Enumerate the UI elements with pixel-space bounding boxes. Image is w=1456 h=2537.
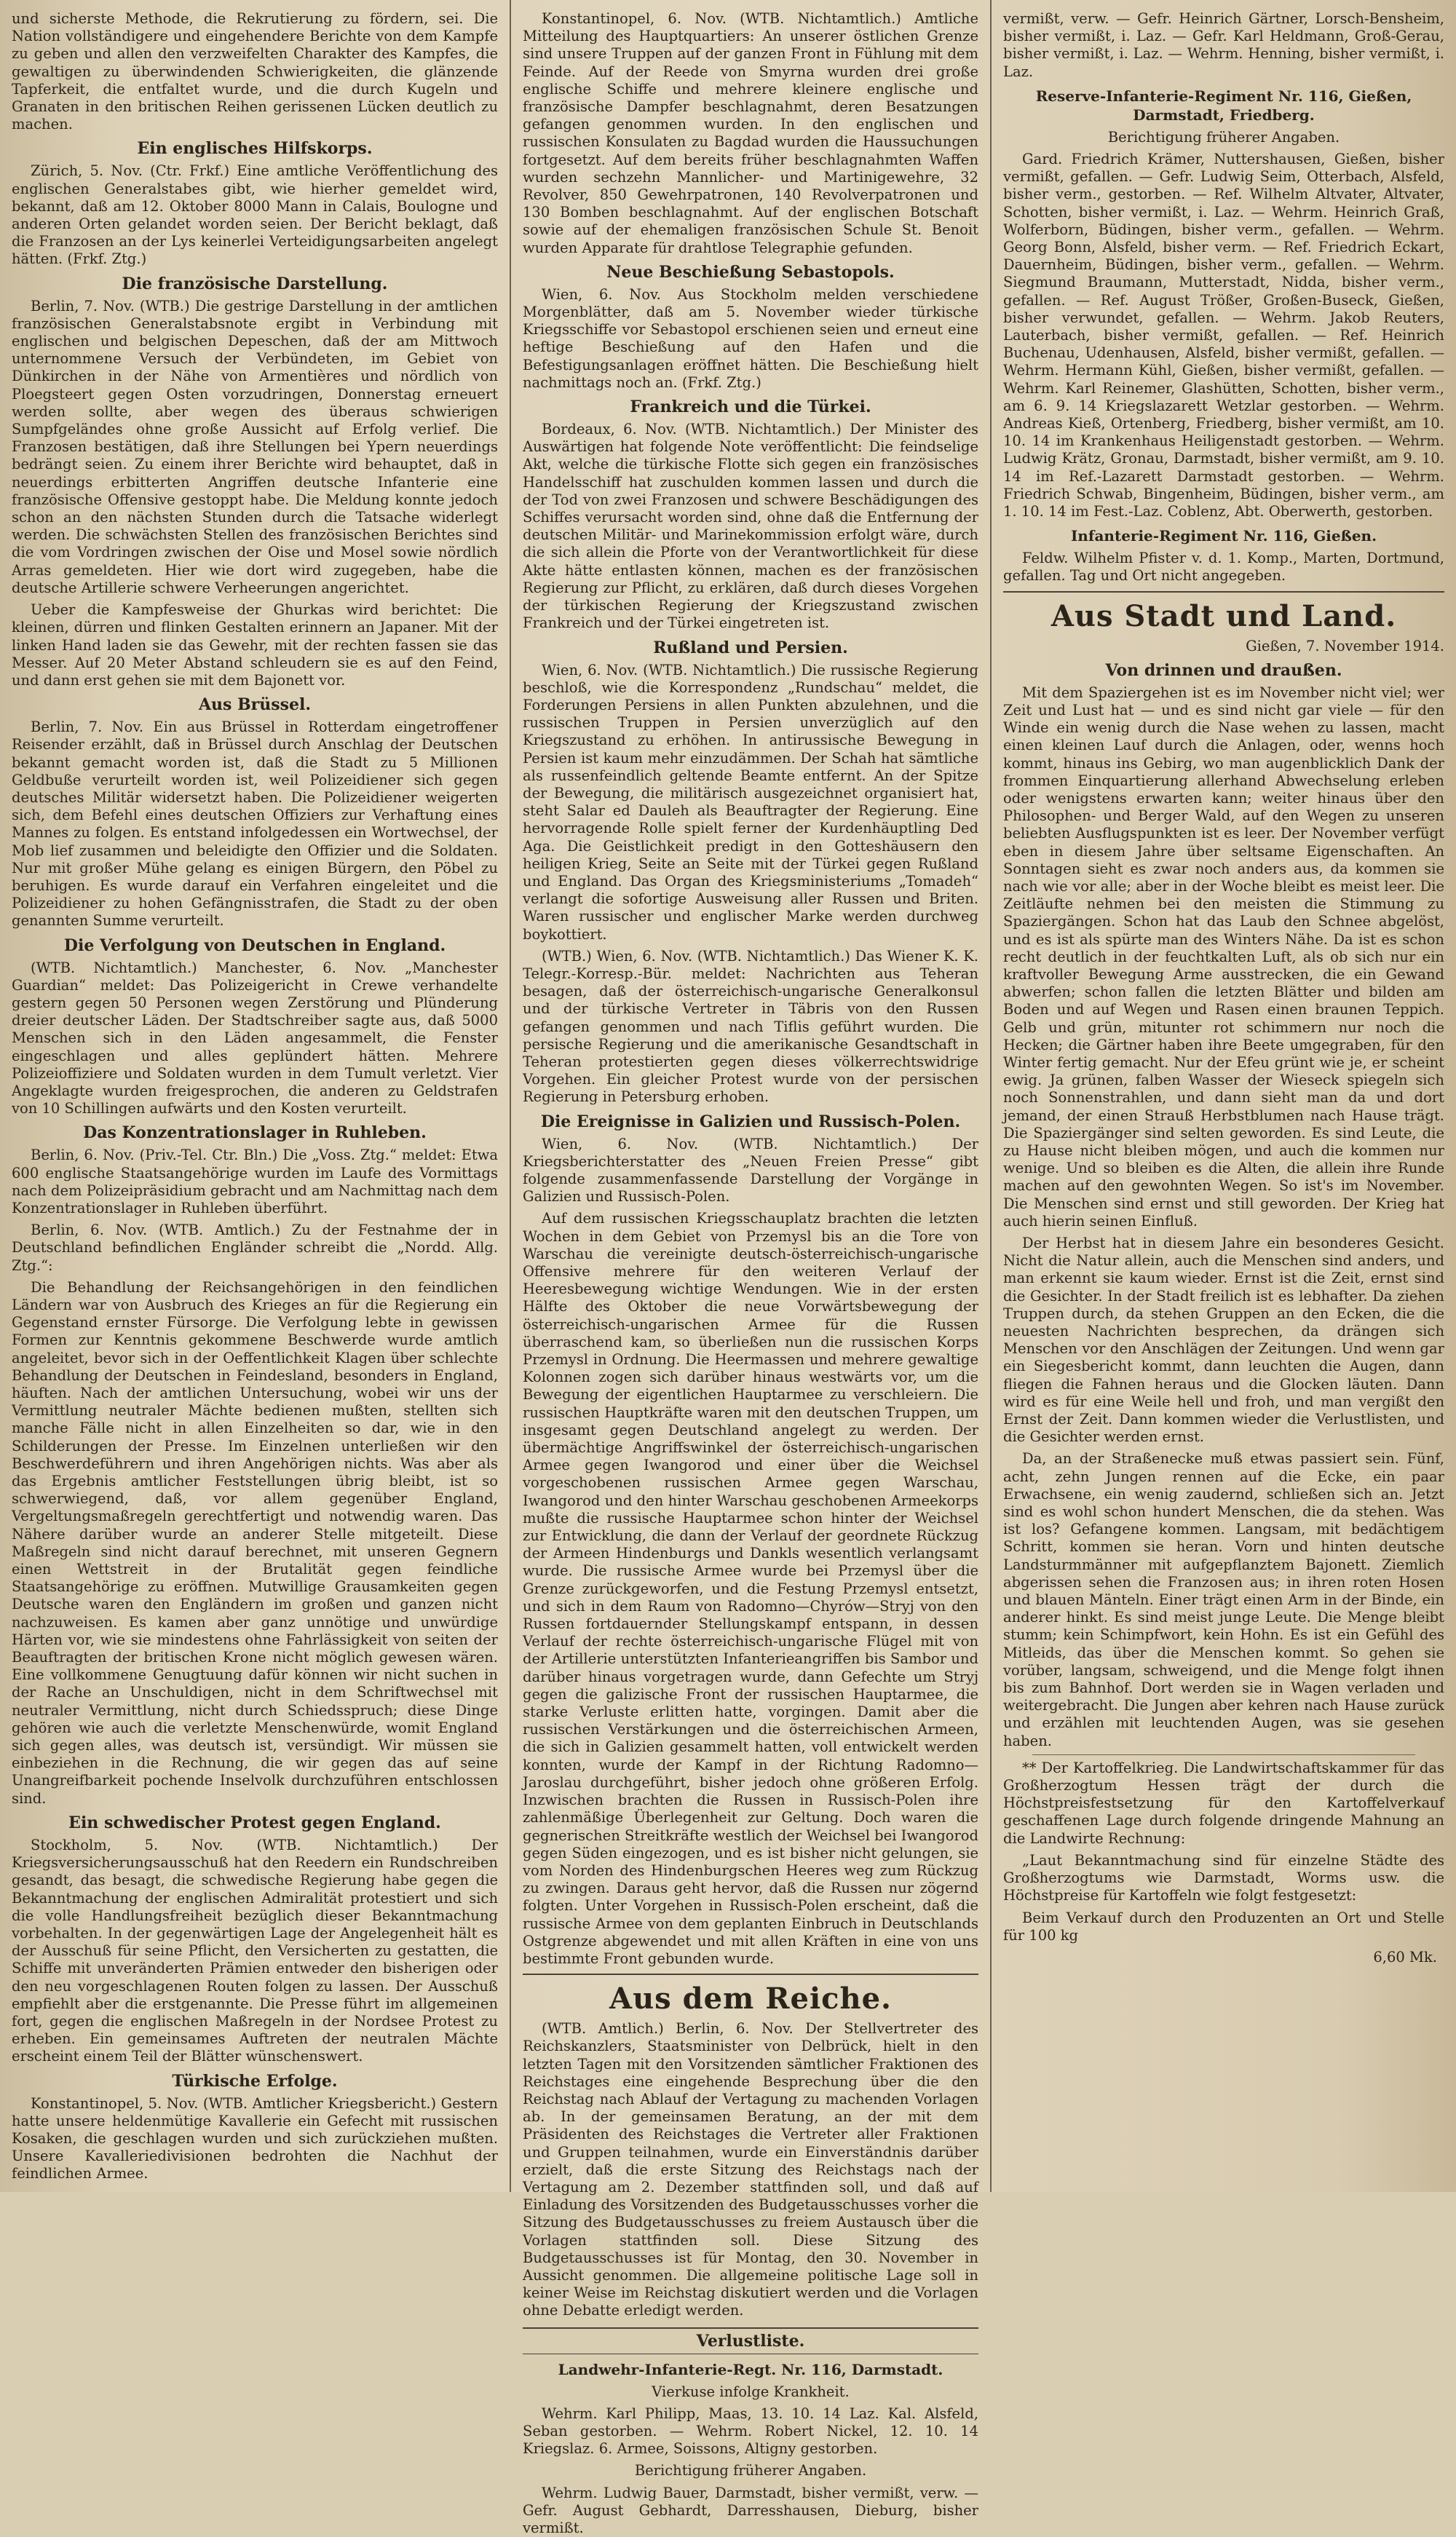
article-paragraph: Stockholm, 5. Nov. (WTB. Nichtamtlich.) Der Kriegsversicherungsausschuß hat den Reedern ein Rundschreiben gesandt, das besagt, die schwedische Regierung habe gegen die Bekanntmachung der englischen Admiralität protestiert und sich die volle Handlungsfreiheit bezüglich dieser Bekanntmachung vorbehalten. In der gegenwärtigen Lage der Angelegenheit hält es der Ausschuß für seine Pflicht, den Versicherten zu gestatten, die Schiffe mit unveränderten Prämien entweder den bisherigen oder den neu vorgeschlagenen Routen folgen zu lassen. Der Ausschuß empfiehlt aber die erstgenannte. Die Presse führt im allgemeinen fort, gegen die englischen Maßregeln in der Nordsee Protest zu erheben. Ein gemeinsames Auftreten der neutralen Mächte erscheint einem Teil der Blätter wünschenswert. <box>12 1836 498 2065</box>
article-paragraph: Berlin, 7. Nov. Ein aus Brüssel in Rotterdam eingetroffener Reisender erzählt, daß in Brüssel durch Anschlag der Deutschen bekannt gemacht worden ist, daß die Stadt zu 5 Millionen Geldbuße verurteilt worden ist, weil Polizeidiener sich gegen deutsches Militär widersetzt haben. Die Polizeidiener weigerten sich, dem Befehl eines deutschen Offiziers zur Verhaftung eines Mannes zu folgen. Es entstand infolgedessen ein Wortwechsel, der Mob lief zusammen und beleidigte den Offizier und die Soldaten. Nur mit großer Mühe gelang es einigen Bürgern, den Pöbel zu beruhigen. Es wurde darauf ein Verfahren eingeleitet und die Polizeidiener zu hohen Gefängnisstrafen, die Stadt zu der oben genannten Summe verurteilt. <box>12 719 498 930</box>
column-right <box>990 0 1456 2192</box>
price-row <box>1003 1949 1444 1966</box>
article-headline: Frankreich und die Türkei. <box>630 397 871 417</box>
casualty-list-header <box>523 2327 978 2354</box>
article-paragraph: und sicherste Methode, die Rekrutierung zu fördern, sei. Die Nation vollständigere und eingehendere Berichte von dem Kampfe zu geben und allen den verzweifelten Charakter des Kampfes, die gewaltigen zu überwindenden Schwierigkeiten, die glänzende Tapferkeit, die entfaltet wurde, und die durch Kugeln und Granaten in den britischen Reihen gerissenen Lücken deutlich zu machen. <box>12 10 498 133</box>
casualty-entries: Wehrm. Ludwig Bauer, Darmstadt, bisher vermißt, verw. — Gefr. August Gebhardt, Darresshausen, Dieburg, bisher vermißt. <box>523 2484 978 2536</box>
article-paragraph: Konstantinopel, 6. Nov. (WTB. Nichtamtlich.) Amtliche Mitteilung des Hauptquartiers: An unserer östlichen Grenze sind unsere Truppen auf der ganzen Front in Fühlung mit dem Feinde. Auf der Reede von Smyrna wurden drei große englische Schiffe und mehrere kleinere englische und französische Dampfer beschlagnahmt, deren Besatzungen gefangen genommen wurden. In den englischen und russischen Konsulaten zu Bagdad wurden die Haussuchungen fortgesetzt. Auf dem bereits früher beschlagnahmten Waffen wurden sechzehn Mannlicher- und Martinigewehre, 32 Revolver, 850 Gewehrpatronen, 140 Revolverpatronen und 130 Bomben beschlagnahmt. Auf der englischen Botschaft sowie auf der ehemaligen französischen Schule St. Benoit wurden Apparate für drahtlose Telegraphie gefunden. <box>523 10 978 256</box>
article-headline: Von drinnen und draußen. <box>1105 660 1342 680</box>
article-headline: Türkische Erfolge. <box>172 2071 338 2091</box>
article-paragraph: Berlin, 6. Nov. (Priv.-Tel. Ctr. Bln.) Die „Voss. Ztg.“ meldet: Etwa 600 englische Staatsangehörige wurden im Laufe des Vormittags nach dem Polizeipräsidium gebracht und am Nachmittag nach dem Konzentrationslager in Ruhleben überführt. <box>12 1147 498 1216</box>
article-paragraph: Zürich, 5. Nov. (Ctr. Frkf.) Eine amtliche Veröffentlichung des englischen Generalstabes gibt, wie hierher gemeldet wird, bekannt, daß am 12. Oktober 8000 Mann in Calais, Boulogne und anderen Orten gelandet worden seien. Der Bericht beklagt, daß die Franzosen an der Lys keinerlei Verteidigungsarbeiten angelegt hätten. (Frkf. Ztg.) <box>12 162 498 268</box>
column-left <box>0 0 510 2192</box>
article-paragraph: Wien, 6. Nov. (WTB. Nichtamtlich.) Der Kriegsberichterstatter des „Neuen Freien Presse“ gibt folgende zusammenfassende Darstellung der Vorgänge in Galizien und Russisch-Polen. <box>523 1135 978 1206</box>
article-paragraph: Beim Verkauf durch den Produzenten an Ort und Stelle für 100 kg <box>1003 1909 1444 1944</box>
regiment-heading: Infanterie-Regiment Nr. 116, Gießen. <box>1070 527 1377 545</box>
list-subheading: Berichtigung früherer Angaben. <box>1107 128 1340 146</box>
article-paragraph: Die Behandlung der Reichsangehörigen in den feindlichen Ländern war von Ausbruch des Krieges an für die Regierung ein Gegenstand ernster Fürsorge. Die Verfolgung lebte in gewissen Formen zur Kenntnis gekommene Beschwerde wurde amtlich angeleitet, bevor sich in der Oeffentlichkeit Klagen über schlechte Behandlung der Deutschen in Feindesland, besonders in England, häuften. Nach der amtlichen Untersuchung, wobei wir uns der Vermittlung neutraler Mächte bedienen mußten, stellten sich manche Fälle nicht in allen Einzelheiten so dar, wie in den Schilderungen der Presse. Im Einzelnen unterließen wir den Beschwerdeführern und ihren Angehörigen nichts. Was aber als das Ergebnis amtlicher Feststellungen übrig bleibt, ist so schwerwiegend, daß, vor allem gegenüber England, Vergeltungsmaßregeln gerechtfertigt und notwendig waren. Das Nähere darüber wurde an anderer Stelle mitgeteilt. Diese Maßregeln sind nicht darauf berechnet, mit unseren Gegnern einen Wettstreit in der Brutalität gegen feindliche Staatsangehörige zu eröffnen. Mutwillige Grausamkeiten gegen Deutsche waren den Engländern im großen und ganzen nicht nachzuweisen. Es kamen aber ganz unnötige und unwürdige Härten vor, wie sie mindestens ohne Fahrlässigkeit von seiten der Beauftragten der britischen Krone nicht möglich gewesen wären. Eine vollkommene Genugtuung dafür können wir nicht suchen in der Rache an Unschuldigen, nicht in dem Schriftwechsel mit neutraler Vermittlung, nicht durch Schiedsspruch; diese Dinge gehören wie auch die verletzte Menschenwürde, womit England sich gegen alles, was deutsch ist, versündigt. Wir müssen sie einbeziehen in die Rechnung, die wir gegen das auf seine Unangreifbarkeit pochende Inselvolk durchzuführen entschlossen sind. <box>12 1278 498 1807</box>
casualty-entries: vermißt, verw. — Gefr. Heinrich Gärtner, Lorsch-Bensheim, bisher vermißt, i. Laz. — Gefr. Karl Heldmann, Groß-Gerau, bisher vermißt, i. Laz. — Wehrm. Henning, bisher vermißt, i. Laz. <box>1003 10 1444 80</box>
article-headline: Das Konzentrationslager in Ruhleben. <box>83 1123 427 1143</box>
casualty-entries: Feldw. Wilhelm Pfister v. d. 1. Komp., Marten, Dortmund, gefallen. Tag und Ort nicht angegeben. <box>1003 550 1444 585</box>
column-middle <box>510 0 990 2536</box>
article-headline: Die Ereignisse in Galizien und Russisch-Polen. <box>540 1112 961 1131</box>
article-paragraph: Berlin, 7. Nov. (WTB.) Die gestrige Darstellung in der amtlichen französischen Generalstabsnote ergibt in Verbindung mit englischen und belgischen Depeschen, daß der am Mittwoch unternommene Versuch der Verbündeten, im Gebiet von Dünkirchen in der Nähe von Armentières und nördlich von Ploegsteert gegen Osten vorzudringen, Donnerstag erneuert werden sollte, aber wegen des überaus schwierigen Sumpfgeländes ohne große Aussicht auf Erfolg verlief. Die Franzosen bestätigen, daß ihre Stellungen bei Ypern neuerdings bedrängt seien. Zu einem ihrer Berichte wird behauptet, daß in neuerdings erbitterten Angriffen deutsche Infanterie eine französische Offensive gestoppt habe. Die Meldung konnte jedoch schon an den nächsten Stunden durch die Tatsache widerlegt werden. Die schwächsten Stellen des französischen Berichtes sind die vom Vordringen zwischen der Oise und Mosel sowie nördlich Arras gemeldeten. Hier wie dort wird zugegeben, habe die deutsche Artillerie schwere Verheerungen angerichtet. <box>12 297 498 596</box>
article-paragraph: Wien, 6. Nov. (WTB. Nichtamtlich.) Die russische Regierung beschloß, wie die Korrespondenz „Rundschau“ meldet, die Forderungen Persiens in allen Punkten abzulehnen, und die russischen Truppen in Persien unverzüglich auf den Kriegszustand zu erhöhen. In antirussische Bewegung in Persien ist kaum mehr einzudämmen. Der Schah hat sämtliche als russenfeindlich geltende Beamte entfernt. An der Spitze der Bewegung, die militärisch ausgezeichnet organisiert hat, steht Salar ed Dauleh als Beauftragter der Regierung. Eine hervorragende Rolle spielt ferner der Kurdenhäuptling Ded Aga. Die Geistlichkeit predigt in den Gotteshäusern den heiligen Krieg, Seite an Seite mit der Türkei gegen Rußland und England. Das Organ des Kriegsministeriums „Tomadeh“ verlangt die sofortige Ausweisung aller Russen und Briten. Waren russischer und englischer Marke werden durchweg boykottiert. <box>523 661 978 943</box>
article-paragraph: „Laut Bekanntmachung sind für einzelne Städte des Großherzogtums wie Darmstadt, Worms usw. die Höchstpreise für Kartoffeln wie folgt festgesetzt: <box>1003 1851 1444 1904</box>
article-paragraph: (WTB.) Wien, 6. Nov. (WTB. Nichtamtlich.) Das Wiener K. K. Telegr.-Korresp.-Bür. meldet: Nachrichten aus Teheran besagen, daß der österreichisch-ungarische Generalkonsul und der türkische Vertreter in Täbris von den Russen gefangen genommen und nach Tiflis geführt wurden. Die persische Regierung und die amerikanische Gesandtschaft in Teheran protestierten gegen dieses völkerrechtswidrige Vorgehen. Ein gleicher Protest wurde von der persischen Regierung in Petersburg erhoben. <box>523 947 978 1106</box>
casualty-list-title: Verlustliste. <box>696 2331 805 2351</box>
article-headline: Neue Beschießung Sebastopols. <box>606 262 895 282</box>
casualty-entries: Wehrm. Karl Philipp, Maas, 13. 10. 14 Laz. Kal. Alsfeld, Seban gestorben. — Wehrm. Robert Nickel, 12. 10. 14 Kriegslaz. 6. Armee, Soissons, Altigny gestorben. <box>523 2405 978 2458</box>
article-headline: Ein schwedischer Protest gegen England. <box>68 1813 441 1832</box>
article-headline: Rußland und Persien. <box>653 638 848 657</box>
article-paragraph: (WTB. Nichtamtlich.) Manchester, 6. Nov. „Manchester Guardian“ meldet: Das Polizeigericht in Crewe verhandelte gestern gegen 50 Personen wegen Zerstörung und Plünderung dreier deutscher Läden. Der Stadtschreiber sagte aus, daß 5000 Menschen sich in den Läden angesammelt, die Fenster eingeschlagen und alles geplündert hätten. Mehrere Polizeioffiziere und Soldaten wurden in dem Tumult verletzt. Vier Angeklagte wurden freigesprochen, die anderen zu Geldstrafen von 10 Schillingen aufwärts und den Kosten verurteilt. <box>12 959 498 1117</box>
regiment-heading: Landwehr-Infanterie-Regt. Nr. 116, Darmstadt. <box>558 2360 943 2378</box>
list-subheading: Vierkuse infolge Krankheit. <box>652 2383 850 2400</box>
price-value: 6,60 Mk. <box>1373 1948 1437 1966</box>
article-paragraph: Mit dem Spaziergehen ist es im November nicht viel; wer Zeit und Lust hat — und es sind nicht gar viele — für den Winde ein wenig durch die Nase wehen zu lassen, macht einen kleinen Lauf durch die Anlagen, oder, wenns hoch kommt, hinaus ins Gebirg, wo man augenblicklich Dank der frommen Einquartierung allerhand Abwechselung erleben oder wenigstens erwarten kann; weiter hinaus über den Philosophen- und Berger Wald, auf den Wegen zu unseren beliebten Ausflugspunkten ist es leer. Der November verfügt eben in diesem Jahre über seltsame Eigenschaften. An Sonntagen sieht es zwar noch anders aus, da kommen sie nach wie vor alle; aber in der Woche bleibt es meist leer. Die Zeitläufte nehmen bei den meisten die Stimmung zu Spaziergängen. Schon hat das Laub den Schnee abgelöst, und es ist als spürte man des Winters Nähe. Da ist es schon recht deutlich in der feuchtkalten Luft, als ob sich nur ein kraftvoller Bewegung Arme ausstrecken, die ein Gewand abwerfen; schon fallen die letzten Blätter und bilden am Boden und auf Wegen und Rasen einen braunen Teppich. Gelb und grün, mitunter rot schimmern nur noch die Hecken; die Gärtner haben ihre Beete umgegraben, für den Winter fertig gemacht. Nur der Efeu grünt wie je, er scheint ewig. Ja grünen, falben Wasser der Wieseck spiegeln sich noch Sonnenstrahlen, und dann sieht man da und dort jemand, der einen Strauß Herbstblumen nach Hause trägt. Die Spaziergänger sind selten geworden. Es sind Leute, die zu Hause nicht bleiben mögen, und auch die kommen nur wenige. Und so bleiben es die Alten, die allein ihre Runde machen auf den gewohnten Wegen. So ist's im November. Die Menschen sind ernst und still geworden. Der Krieg hat auch hierin seinen Einfluß. <box>1003 684 1444 1230</box>
regiment-heading: Reserve-Infanterie-Regiment Nr. 116, Gießen, Darmstadt, Friedberg. <box>1035 87 1412 124</box>
dateline: Gießen, 7. November 1914. <box>1246 637 1444 654</box>
section-heading: Aus Stadt und Land. <box>1051 598 1397 633</box>
article-headline: Aus Brüssel. <box>198 695 312 715</box>
section-divider <box>523 1974 978 1975</box>
article-paragraph: Ueber die Kampfesweise der Ghurkas wird berichtet: Die kleinen, dürren und flinken Gestalten erinnern an Japaner. Mit der linken Hand laden sie das Gewehr, mit der rechten fassen sie das Messer. Auf 20 Meter Abstand schleudern sie es auf den Feind, und dann erst gehen sie mit dem Bajonett vor. <box>12 601 498 689</box>
article-paragraph: Wien, 6. Nov. Aus Stockholm melden verschiedene Morgenblätter, daß am 5. November wieder türkische Kriegsschiffe vor Sebastopol erschienen seien und erneut eine heftige Beschießung auf den Hafen und die Befestigungsanlagen eröffnet hätten. Die Beschießung hielt nachmittags noch an. (Frkf. Ztg.) <box>523 285 978 391</box>
article-divider <box>1032 1754 1415 1755</box>
article-paragraph: ** Der Kartoffelkrieg. Die Landwirtschaftskammer für das Großherzogtum Hessen trägt der durch die Höchstpreisfestsetzung für den Kartoffelverkauf geschaffenen Lage durch folgende dringende Mahnung an die Landwirte Rechnung: <box>1003 1759 1444 1847</box>
section-heading: Aus dem Reiche. <box>609 1982 892 2016</box>
casualty-entries: Gard. Friedrich Krämer, Nuttershausen, Gießen, bisher vermißt, gefallen. — Gefr. Ludwig Seim, Otterbach, Alsfeld, bisher verm., gestorben. — Ref. Wilhelm Altvater, Altvater, Schotten, bisher vermißt, i. Laz. — Wehrm. Heinrich Graß, Wolferborn, Büdingen, bisher verm., gefallen. — Wehrm. Georg Bonn, Alsfeld, bisher verm. — Ref. Friedrich Eckart, Dauernheim, Büdingen, bisher verm., gefallen. — Wehrm. Siegmund Braumann, Mutterstadt, Nidda, bisher verm., gefallen. — Ref. August Trößer, Großen-Buseck, Gießen, bisher verwundet, gefallen. — Wehrm. Jakob Reuters, Lauterbach, bisher vermißt, gefallen. — Ref. Heinrich Buchenau, Udenhausen, Alsfeld, bisher vermißt, gefallen. — Wehrm. Hermann Kühl, Gießen, bisher vermißt, gefallen. — Wehrm. Karl Reinemer, Glashütten, Schotten, bisher verm., am 6. 9. 14 Kriegslazarett Wetzlar gestorben. — Wehrm. Andreas Kieß, Ortenberg, Friedberg, bisher vermißt, am 10. 10. 14 im Krankenhaus Heiligenstadt gestorben. — Wehrm. Ludwig Krätz, Gronau, Darmstadt, bisher vermißt, am 9. 10. 14 im Ref.-Lazarett Darmstadt gestorben. — Wehrm. Friedrich Schwab, Bingenheim, Büdingen, bisher verm., am 1. 10. 14 im Fest.-Laz. Coblenz, Abt. Oberwerth, gestorben. <box>1003 151 1444 521</box>
article-paragraph: Der Herbst hat in diesem Jahre ein besonderes Gesicht. Nicht die Natur allein, auch die Menschen sind anders, und man erkennt sie kaum wieder. Ernst ist die Zeit, ernst sind die Gesichter. In der Stadt freilich ist es lebhafter. Da ziehen Truppen durch, da stehen Gruppen an den Ecken, die die neuesten Nachrichten besprechen, da drängen sich Menschen vor den Anschlägen der Zeitungen. Und wenn gar ein Siegesbericht kommt, dann leuchten die Augen, dann fliegen die Fahnen heraus und die Glocken läuten. Dann wird es für eine Weile hell und froh, und man vergißt den Ernst der Zeit. Dann kommen wieder die Verlustlisten, und die Gesichter werden ernst. <box>1003 1234 1444 1446</box>
article-paragraph: Auf dem russischen Kriegsschauplatz brachten die letzten Wochen in dem Gebiet von Przemysl bis an die Tore von Warschau die vereinigte deutsch-österreichisch-ungarische Offensive mehrere für den weiteren Verlauf der Heeresbewegung wichtige Wendungen. Wie in der ersten Hälfte des Oktober die neue Vorwärtsbewegung der österreichisch-ungarischen Armee für die Russen überraschend kam, so überließen nun die russischen Korps Przemysl in Ordnung. Die Heermassen und mehrere gewaltige Kolonnen zogen sich darüber hinaus westwärts vor, um die Bewegung der eigentlichen Hauptarmee zu verschleiern. Die russischen Hauptkräfte waren mit den deutschen Truppen, um insgesamt gegen Deutschland angelegt zu werden. Der übermächtige Angriffswinkel der österreichisch-ungarischen Armee gegen Iwangorod und einer über die Weichsel vorgeschobenen russischen Armee gegen Warschau, Iwangorod und den hinter Warschau geschobenen Armeekorps mußte die russische Hauptarmee schon hinter der Weichsel zur Entwicklung, die dann der Verlauf der geordnete Rückzug der Armeen Hindenburgs und Dankls wesentlich verlangsamt wurde. Die russische Armee wurde bei Przemysl über die Grenze zurückgeworfen, und die Festung Przemysl entsetzt, und sich in dem Raum von Radomno—Chyrów—Stryj von den Russen fortdauernder Stellungskampf entspann, in dessen Verlauf der rechte österreichisch-ungarische Flügel mit von der Artillerie unterstützten Infanterieangriffen bis Sambor und darüber hinaus vorgetragen wurde, dann Gefechte um Stryj gegen die galizische Front der russischen Hauptarmee, die starke Verluste erlitten hatte, vorgingen. Damit aber die russischen Verstärkungen und die österreichischen Armeen, die sich in Galizien gesammelt hatten, voll entwickelt werden konnten, wurde der Kampf in der Richtung Radomno—Jaroslau durchgeführt, bisher jedoch ohne größeren Erfolg. Inzwischen brachten die Russen in Russisch-Polen ihre zahlenmäßige Überlegenheit zur Geltung. Doch waren die gegnerischen Streitkräfte westlich der Weichsel bei Iwangorod gegen Süden eingezogen, und es ist bisher nicht gelungen, sie vom Norden des Hindenburgschen Heeres weg zum Rückzug zu zwingen. Daraus geht hervor, daß die Russen nur zögernd folgten. Unter Vorgehen in Russisch-Polen erscheint, daß die russische Armee von dem geplanten Einbruch in Deutschlands Ostgrenze abgewendet und mit allen Kräften in eine von uns bestimmte Front gebunden wurde. <box>523 1210 978 1967</box>
article-paragraph: Bordeaux, 6. Nov. (WTB. Nichtamtlich.) Der Minister des Auswärtigen hat folgende Note veröffentlicht: Die feindselige Akt, welche die türkische Flotte sich gegen ein französisches Handelsschiff hat zuschulden kommen lassen und durch die der Tod von zwei Franzosen und schwere Beschädigungen des Schiffes verursacht worden sind, ohne daß die Entfernung der deutschen Militär- und Marinekommission erfolgt wäre, durch die sich allein die Pforte von der Verantwortlichkeit für diese Akte hätte entlasten können, machen es der französischen Regierung zur Pflicht, zu erklären, daß durch dieses Vorgehen der türkischen Regierung der Kriegszustand zwischen Frankreich und der Türkei eingetreten ist. <box>523 421 978 632</box>
article-headline: Die Verfolgung von Deutschen in England. <box>63 935 446 955</box>
section-divider <box>1003 591 1444 593</box>
article-paragraph: Berlin, 6. Nov. (WTB. Amtlich.) Zu der Festnahme der in Deutschland befindlichen Engländer schreibt die „Nordd. Allg. Ztg.“: <box>12 1222 498 1274</box>
article-paragraph: Da, an der Straßenecke muß etwas passiert sein. Fünf, acht, zehn Jungen rennen auf die Ecke, ein paar Erwachsene, ein wenig zaudernd, schließen sich an. Jetzt sind es wohl schon hundert Menschen, die da stehen. Was ist los? Gefangene kommen. Langsam, mit bedächtigem Schritt, kommen sie heran. Vorn und hinten deutsche Landsturmmänner mit aufgepflanztem Bajonett. Ziemlich abgerissen sehen die Franzosen aus; in ihren roten Hosen und blauen Mänteln. Einer trägt einen Arm in der Binde, ein anderer hinkt. Es sind meist junge Leute. Die Menge bleibt stumm; kein Schimpfwort, kein Hohn. Es ist ein Gefühl des Mitleids, das über die Menschen kommt. So gehen sie vorüber, langsam, schweigend, und die Menge folgt ihnen bis zum Bahnhof. Dort werden sie in Wagen verladen und weitergebracht. Die Jungen aber kehren nach Hause zurück und erzählen mit leuchtenden Augen, was sie gesehen haben. <box>1003 1450 1444 1749</box>
article-headline: Die französische Darstellung. <box>122 274 388 293</box>
article-paragraph: (WTB. Amtlich.) Berlin, 6. Nov. Der Stellvertreter des Reichskanzlers, Staatsminister von Delbrück, hielt in den letzten Tagen mit den Vorsitzenden sämtlicher Fraktionen des Reichstages eine eingehende Besprechung über die den Reichstag nach Ablauf der Vertagung zu machenden Vorlagen ab. In der gemeinsamen Beratung, an der mit dem Präsidenten des Reichstages die Vertreter aller Fraktionen und Gruppen teilnahmen, wurde ein Einverständnis darüber erzielt, daß die erste Sitzung des Reichstags nach der Vertagung am 2. Dezember stattfinden soll, und daß auf Einladung des Vorsitzenden des Budgetausschusses vorher die Sitzung des Budgetausschusses zu freiem Austausch über die Vorlagen stattfinden soll. Diese Sitzung des Budgetausschusses ist für Montag, den 30. November in Aussicht genommen. Die allgemeine politische Lage soll in keiner Weise im Reichstag diskutiert werden und die Vorlagen ohne Debatte erledigt werden. <box>523 2020 978 2319</box>
article-paragraph: Konstantinopel, 5. Nov. (WTB. Amtlicher Kriegsbericht.) Gestern hatte unsere heldenmütige Kavallerie ein Gefecht mit russischen Kosaken, die geschlagen wurden und sich zurückziehen mußten. Unsere Kavalleriedivisionen bedrohten die Nachhut der feindlichen Armee. <box>12 2094 498 2182</box>
article-headline: Ein englisches Hilfskorps. <box>137 139 373 159</box>
list-subheading: Berichtigung früherer Angaben. <box>634 2462 867 2479</box>
